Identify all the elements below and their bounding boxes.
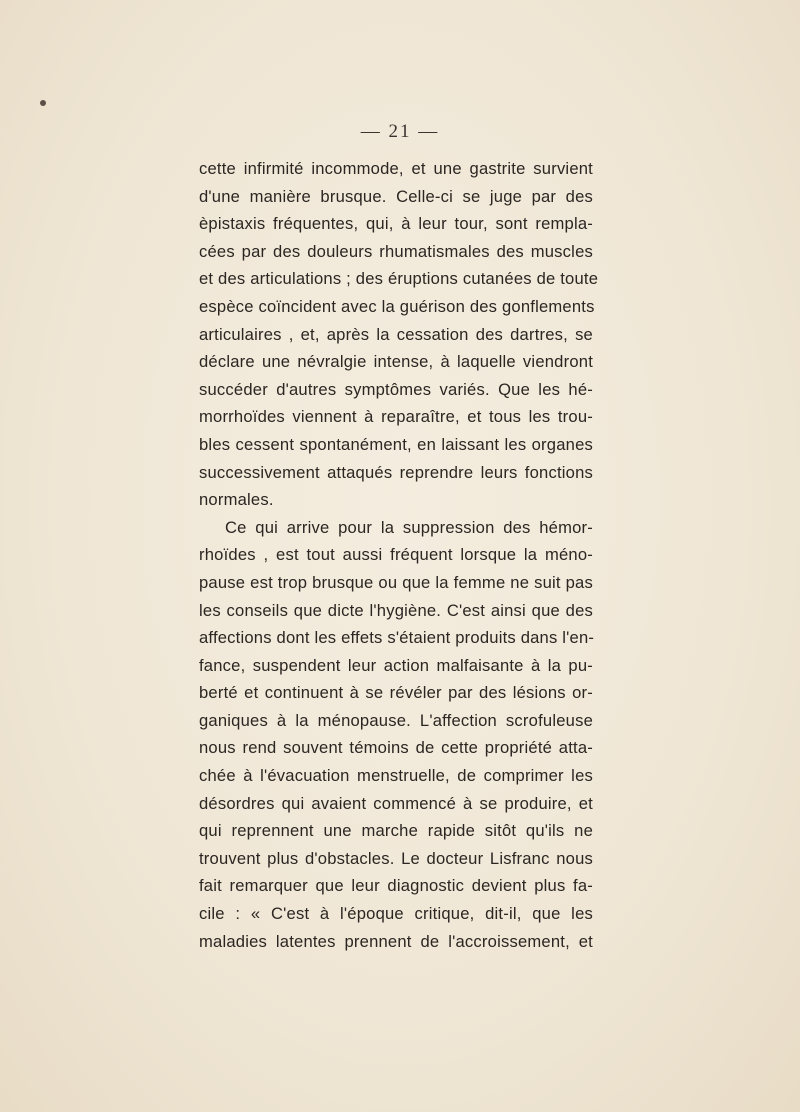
text-line: qui reprennent une marche rapide sitôt qu'ils ne xyxy=(199,821,593,841)
text-line: succéder d'autres symptômes variés. Que les hé- xyxy=(199,379,593,399)
text-line: cées par des douleurs rhumatismales des muscles xyxy=(199,241,593,261)
text-line: cile : « C'est à l'époque critique, dit-il, que les xyxy=(199,904,593,924)
text-line: fance, suspendent leur action malfaisante à la pu- xyxy=(199,655,593,675)
text-line: maladies latentes prennent de l'accroissement, et xyxy=(199,931,593,951)
text-line: articulaires , et, après la cessation des dartres, se xyxy=(199,324,593,344)
text-line: d'une manière brusque. Celle-ci se juge par des xyxy=(199,186,593,206)
text-line: successivement attaqués reprendre leurs fonctions xyxy=(199,462,593,482)
text-line: chée à l'évacuation menstruelle, de comprimer les xyxy=(199,766,593,786)
text-line: nous rend souvent témoins de cette propriété atta- xyxy=(199,738,593,758)
text-line: fait remarquer que leur diagnostic devient plus fa- xyxy=(199,876,593,896)
text-line: morrhoïdes viennent à reparaître, et tous les trou- xyxy=(199,407,593,427)
text-line: trouvent plus d'obstacles. Le docteur Lisfranc nous xyxy=(199,848,593,868)
text-line: cette infirmité incommode, et une gastrite survient xyxy=(199,159,593,178)
text-line: èpistaxis fréquentes, qui, à leur tour, sont rempla- xyxy=(199,214,593,234)
ink-speck xyxy=(40,100,46,106)
text-line: désordres qui avaient commencé à se produire, et xyxy=(199,793,593,813)
text-line: Ce qui arrive pour la suppression des hémor- xyxy=(225,517,593,537)
page-number: — 21 — xyxy=(360,121,440,142)
body-text xyxy=(199,155,599,955)
text-line: affections dont les effets s'étaient produits dans l'en- xyxy=(199,628,595,648)
text-line: espèce coïncident avec la guérison des gonflements xyxy=(199,296,595,316)
text-line: déclare une névralgie intense, à laquelle viendront xyxy=(199,352,593,372)
paragraph-2 xyxy=(199,514,593,956)
text-line: les conseils que dicte l'hygiène. C'est ainsi que des xyxy=(199,600,593,620)
text-line: pause est trop brusque ou que la femme ne suit pas xyxy=(199,572,593,592)
text-line: berté et continuent à se révéler par des lésions or- xyxy=(199,683,593,703)
text-line: rhoïdes , est tout aussi fréquent lorsque la méno- xyxy=(199,545,593,565)
text-line: et des articulations ; des éruptions cutanées de toute xyxy=(199,269,599,289)
text-line: bles cessent spontanément, en laissant les organes xyxy=(199,434,593,454)
text-line: normales. xyxy=(199,490,274,510)
paragraph-1 xyxy=(199,155,599,514)
text-line: ganiques à la ménopause. L'affection scrofuleuse xyxy=(199,710,593,730)
